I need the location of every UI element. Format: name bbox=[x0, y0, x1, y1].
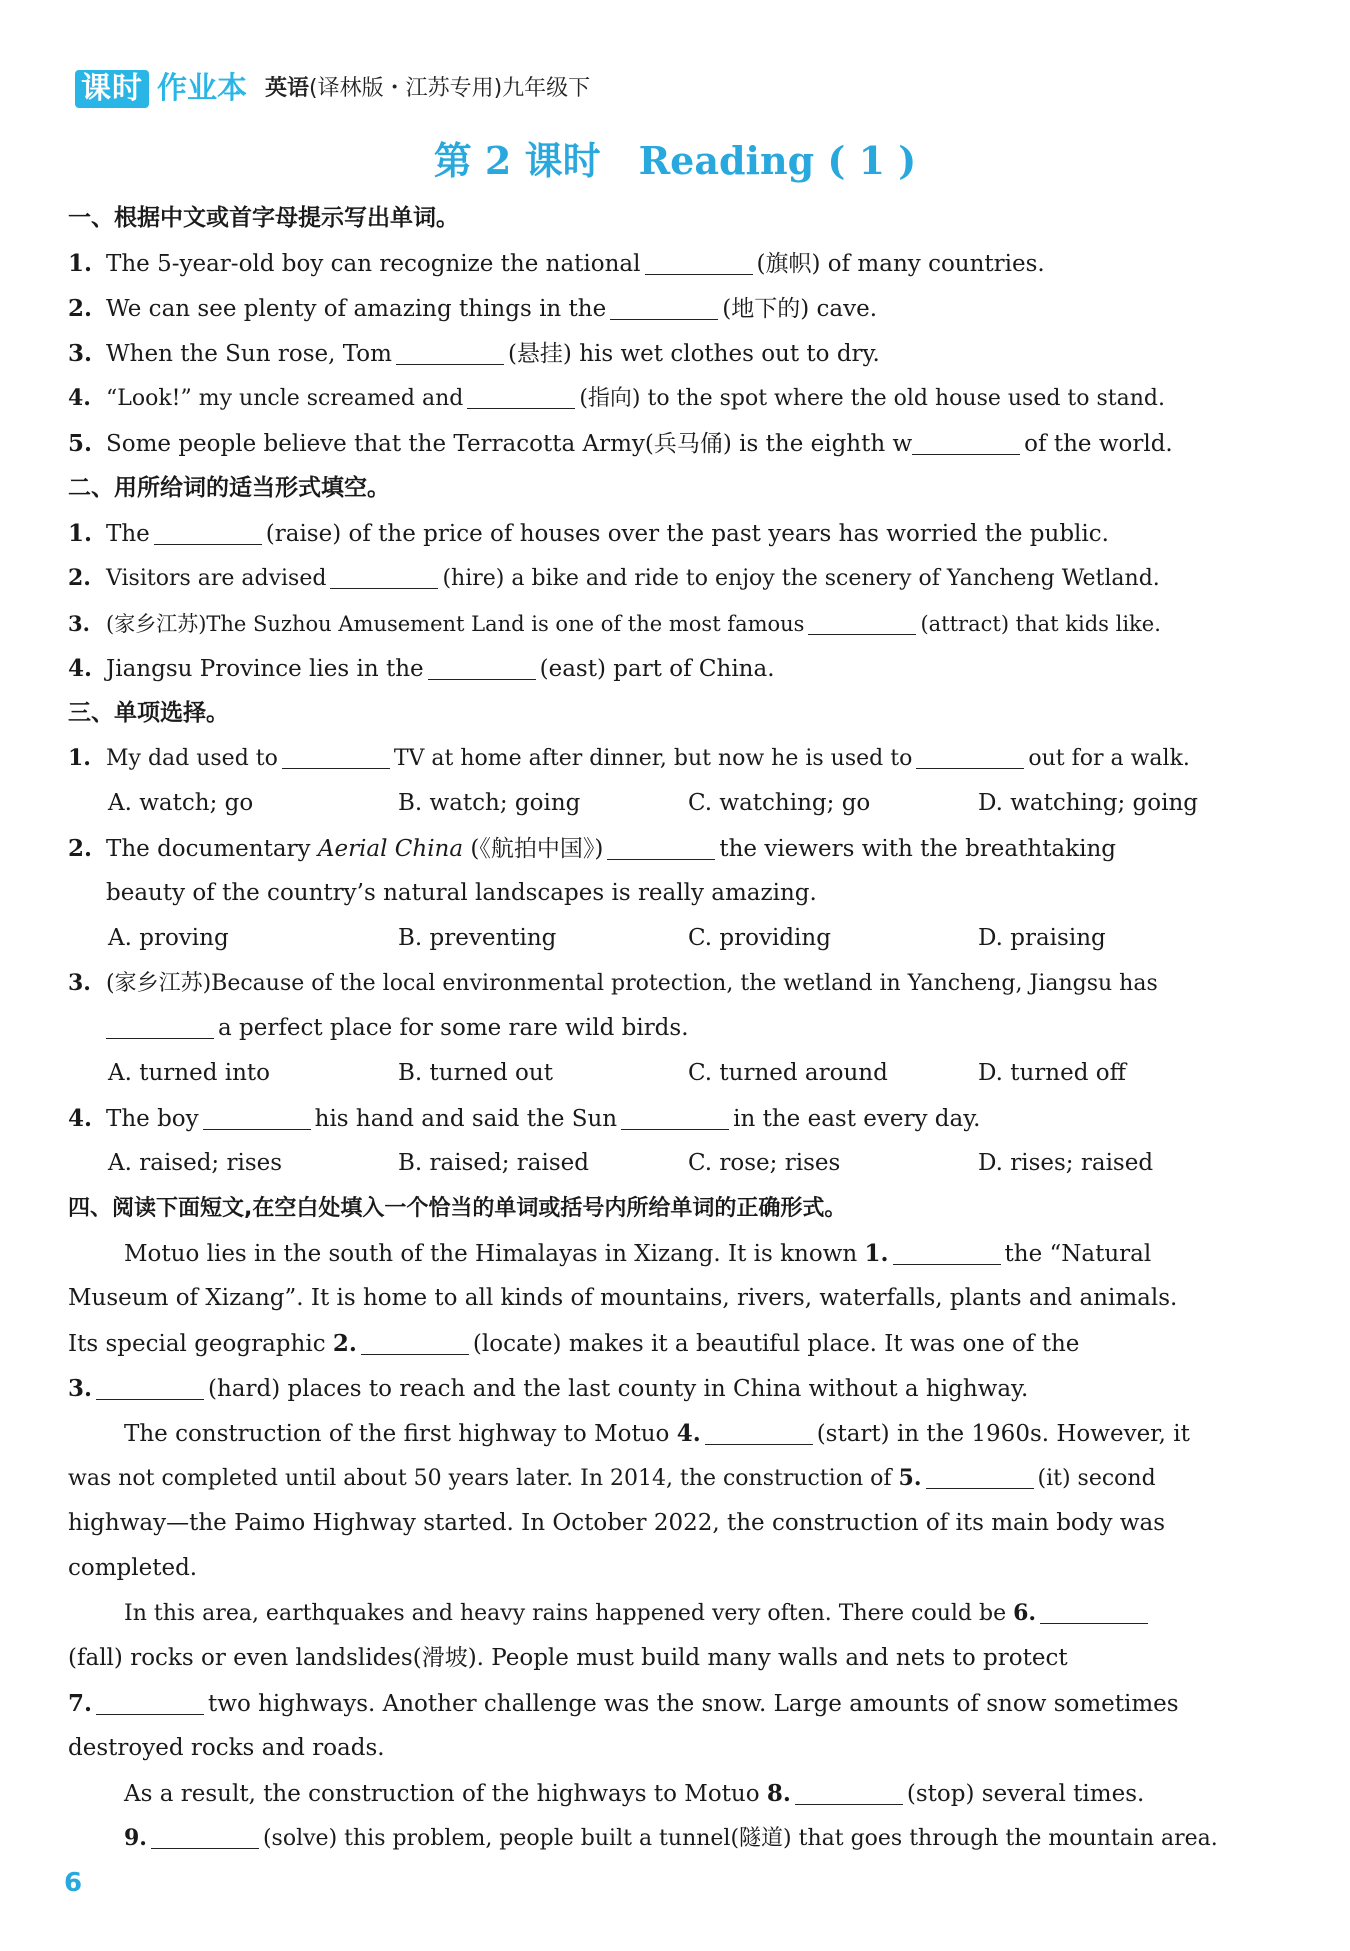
passage-line: was not completed until about 50 years later. In 2014, the construction of 5. (it) second bbox=[68, 1456, 1268, 1501]
passage-line: In this area, earthquakes and heavy rains happened very often. There could be 6. bbox=[68, 1591, 1268, 1636]
worksheet-content bbox=[68, 196, 1268, 1861]
answer-blank[interactable] bbox=[607, 829, 715, 860]
passage-line: completed. bbox=[68, 1555, 198, 1581]
passage-line: Its special geographic 2. (locate) makes it a beautiful place. It was one of the bbox=[68, 1321, 1268, 1366]
s1-item-4: 4. “Look!” my uncle screamed and (指向) to the spot where the old house used to stand. bbox=[68, 376, 1268, 421]
header bbox=[75, 68, 590, 108]
s3-q4: 4. The boy his hand and said the Sun in the east every day. bbox=[68, 1096, 1268, 1141]
passage-line: 7. two highways. Another challenge was the snow. Large amounts of snow sometimes bbox=[68, 1681, 1268, 1726]
answer-blank[interactable] bbox=[808, 604, 916, 635]
s3-q3-options bbox=[68, 1051, 1268, 1096]
brand-name: 作业本 bbox=[157, 71, 247, 106]
s2-item-2: 2. Visitors are advised (hire) a bike and ride to enjoy the scenery of Yancheng Wetland. bbox=[68, 556, 1268, 601]
option-a[interactable]: A. turned into bbox=[108, 1060, 270, 1086]
answer-blank[interactable] bbox=[621, 1099, 729, 1130]
answer-blank-3[interactable] bbox=[96, 1369, 204, 1400]
passage-line: Motuo lies in the south of the Himalayas in Xizang. It is known 1. the “Natural bbox=[68, 1231, 1268, 1276]
option-b[interactable]: B. watch; going bbox=[398, 790, 581, 816]
answer-blank-4[interactable] bbox=[705, 1414, 813, 1445]
answer-blank[interactable] bbox=[106, 1008, 214, 1039]
s2-item-1: 1. The (raise) of the price of houses over the past years has worried the public. bbox=[68, 511, 1268, 556]
option-c[interactable]: C. providing bbox=[688, 925, 831, 951]
s2-item-3: 3. (家乡江苏)The Suzhou Amusement Land is one of the most famous (attract) that kids like. bbox=[68, 601, 1268, 646]
section-2-heading: 二、用所给词的适当形式填空。 bbox=[68, 475, 390, 501]
answer-blank[interactable] bbox=[154, 514, 262, 545]
option-c[interactable]: C. rose; rises bbox=[688, 1150, 841, 1176]
passage-line: Museum of Xizang”. It is home to all kinds of mountains, rivers, waterfalls, plants and animals. bbox=[68, 1285, 1178, 1311]
answer-blank-2[interactable] bbox=[361, 1324, 469, 1355]
option-a[interactable]: A. watch; go bbox=[108, 790, 254, 816]
s3-q3: 3. (家乡江苏)Because of the local environmental protection, the wetland in Yancheng, Jiangsu has bbox=[68, 970, 1158, 996]
s3-q2-options bbox=[68, 916, 1268, 961]
option-a[interactable]: A. proving bbox=[108, 925, 229, 951]
answer-blank-6[interactable] bbox=[1040, 1593, 1148, 1624]
answer-blank-7[interactable] bbox=[96, 1684, 204, 1715]
option-b[interactable]: B. raised; raised bbox=[398, 1150, 589, 1176]
lesson-title: 第 2 课时 Reading ( 1 ) bbox=[433, 138, 917, 183]
option-c[interactable]: C. watching; go bbox=[688, 790, 871, 816]
option-b[interactable]: B. preventing bbox=[398, 925, 557, 951]
s3-q3-cont: a perfect place for some rare wild birds. bbox=[68, 1006, 1268, 1051]
option-d[interactable]: D. turned off bbox=[978, 1060, 1126, 1086]
answer-blank-1[interactable] bbox=[893, 1234, 1001, 1265]
answer-blank[interactable] bbox=[916, 738, 1024, 769]
passage-line: 9. (solve) this problem, people built a tunnel(隧道) that goes through the mountain area. bbox=[68, 1816, 1268, 1861]
answer-blank[interactable] bbox=[428, 649, 536, 680]
passage-line: (fall) rocks or even landslides(滑坡). People must build many walls and nets to protect bbox=[68, 1645, 1068, 1671]
s3-q2-cont: beauty of the country’s natural landscapes is really amazing. bbox=[106, 880, 817, 906]
answer-blank[interactable] bbox=[912, 424, 1020, 455]
brand-logo: 课时 bbox=[75, 70, 149, 108]
passage-line: 3. (hard) places to reach and the last county in China without a highway. bbox=[68, 1366, 1268, 1411]
answer-blank-5[interactable] bbox=[926, 1458, 1034, 1489]
section-3-heading: 三、单项选择。 bbox=[68, 700, 229, 726]
s2-item-4: 4. Jiangsu Province lies in the (east) part of China. bbox=[68, 646, 1268, 691]
s1-item-3: 3. When the Sun rose, Tom (悬挂) his wet clothes out to dry. bbox=[68, 331, 1268, 376]
s3-q2: 2. The documentary Aerial China (《航拍中国》) the viewers with the breathtaking bbox=[68, 826, 1268, 871]
s3-q4-options bbox=[68, 1141, 1268, 1186]
passage-line: As a result, the construction of the highways to Motuo 8. (stop) several times. bbox=[68, 1771, 1268, 1816]
passage-line: destroyed rocks and roads. bbox=[68, 1735, 385, 1761]
answer-blank-9[interactable] bbox=[151, 1818, 259, 1849]
s1-item-2: 2. We can see plenty of amazing things in the (地下的) cave. bbox=[68, 286, 1268, 331]
page-number: 6 bbox=[64, 1868, 83, 1898]
section-1-heading: 一、根据中文或首字母提示写出单词。 bbox=[68, 205, 459, 231]
option-b[interactable]: B. turned out bbox=[398, 1060, 553, 1086]
s1-item-5: 5. Some people believe that the Terracotta Army(兵马俑) is the eighth w of the world. bbox=[68, 421, 1268, 466]
option-c[interactable]: C. turned around bbox=[688, 1060, 888, 1086]
answer-blank[interactable] bbox=[203, 1099, 311, 1130]
answer-blank[interactable] bbox=[467, 378, 575, 409]
answer-blank[interactable] bbox=[282, 738, 390, 769]
option-d[interactable]: D. watching; going bbox=[978, 790, 1198, 816]
passage-line: highway—the Paimo Highway started. In October 2022, the construction of its main body was bbox=[68, 1510, 1166, 1536]
option-d[interactable]: D. rises; raised bbox=[978, 1150, 1154, 1176]
answer-blank[interactable] bbox=[330, 558, 438, 589]
answer-blank[interactable] bbox=[645, 244, 753, 275]
answer-blank[interactable] bbox=[396, 334, 504, 365]
option-a[interactable]: A. raised; rises bbox=[108, 1150, 283, 1176]
option-d[interactable]: D. praising bbox=[978, 925, 1106, 951]
answer-blank-8[interactable] bbox=[795, 1774, 903, 1805]
subject-label: 英语(译林版・江苏专用)九年级下 bbox=[265, 76, 591, 101]
section-4-heading: 四、阅读下面短文,在空白处填入一个恰当的单词或括号内所给单词的正确形式。 bbox=[68, 1196, 847, 1221]
s3-q1-options bbox=[68, 781, 1268, 826]
s3-q1: 1. My dad used to TV at home after dinner, but now he is used to out for a walk. bbox=[68, 736, 1268, 781]
s1-item-1: 1. The 5-year-old boy can recognize the national (旗帜) of many countries. bbox=[68, 241, 1268, 286]
answer-blank[interactable] bbox=[610, 289, 718, 320]
passage-line: The construction of the first highway to Motuo 4. (start) in the 1960s. However, it bbox=[68, 1411, 1268, 1456]
